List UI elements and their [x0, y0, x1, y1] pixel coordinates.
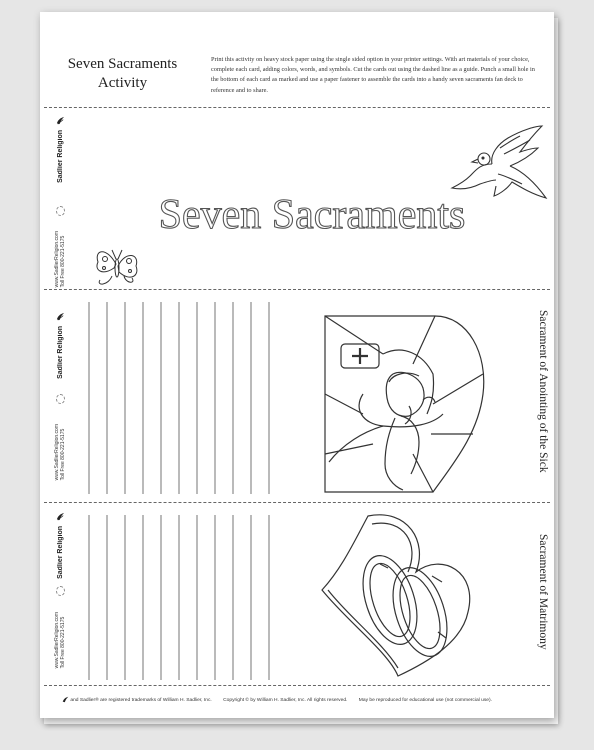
punch-hole-marker: [56, 394, 65, 404]
svg-text:Seven Sacraments: Seven Sacraments: [158, 192, 466, 236]
sadlier-logo-icon: [56, 312, 65, 321]
punch-hole-marker: [56, 206, 65, 216]
cut-line-1: [44, 289, 550, 290]
card-side-strip: [54, 512, 68, 682]
brand-contact: www.SadlierReligion.com Toll Free 800-221-5175: [54, 612, 66, 669]
butterfly-icon: [92, 244, 142, 288]
writing-lines[interactable]: [88, 302, 278, 494]
footer-permission: May be reproduced for educational use (not commercial use).: [358, 697, 492, 703]
cut-line-bottom: [44, 685, 550, 686]
brand-label: Sadlier Religion: [57, 526, 64, 579]
card-title-anointing: Sacrament of Anointing of the Sick: [537, 310, 549, 473]
sadlier-logo-icon: [56, 116, 65, 125]
card-side-strip: [54, 116, 68, 286]
brand-contact: www.SadlierReligion.com Toll Free 800-221-5175: [54, 424, 66, 481]
brand-label: Sadlier Religion: [57, 130, 64, 183]
card-side-strip: [54, 312, 68, 494]
cut-line-2: [44, 502, 550, 503]
activity-title-line2: Activity: [97, 75, 148, 91]
footer-legal: [62, 696, 542, 703]
writing-lines[interactable]: [88, 515, 278, 680]
cover-title-outline: [122, 190, 502, 236]
activity-sheet: [40, 12, 554, 718]
footer-trademark: and Sadlier® are registered trademarks of William H. Sadlier, Inc.: [70, 697, 212, 703]
brand-label: Sadlier Religion: [57, 326, 64, 379]
matrimony-rings-illustration: [308, 512, 483, 680]
card-title-matrimony: Sacrament of Matrimony: [537, 534, 549, 650]
sadlier-logo-icon: [62, 696, 69, 703]
anointing-illustration: [323, 314, 488, 494]
sadlier-logo-icon: [56, 512, 65, 521]
punch-hole-marker: [56, 586, 65, 596]
brand-contact: www.SadlierReligion.com Toll Free 800-221-5175: [54, 231, 66, 288]
footer-copyright: Copyright © by William H. Sadlier, Inc. All rights reserved.: [223, 697, 348, 703]
activity-title: [50, 55, 195, 93]
dove-icon: [450, 124, 550, 206]
activity-title-line1: Seven Sacraments: [67, 56, 178, 72]
instructions-text: Print this activity on heavy stock paper using the single sided option in your printer settings. With art materials of your choice, complete each card, adding colors, words, and symbols. Cut the cards out using the dashed line as a guide. Punch a small hole in the bottom of each card as marked and use a paper fastener to assemble the cards into a handy seven sacraments fan deck to reference and to share.: [211, 56, 535, 94]
cut-line-top: [44, 107, 550, 108]
